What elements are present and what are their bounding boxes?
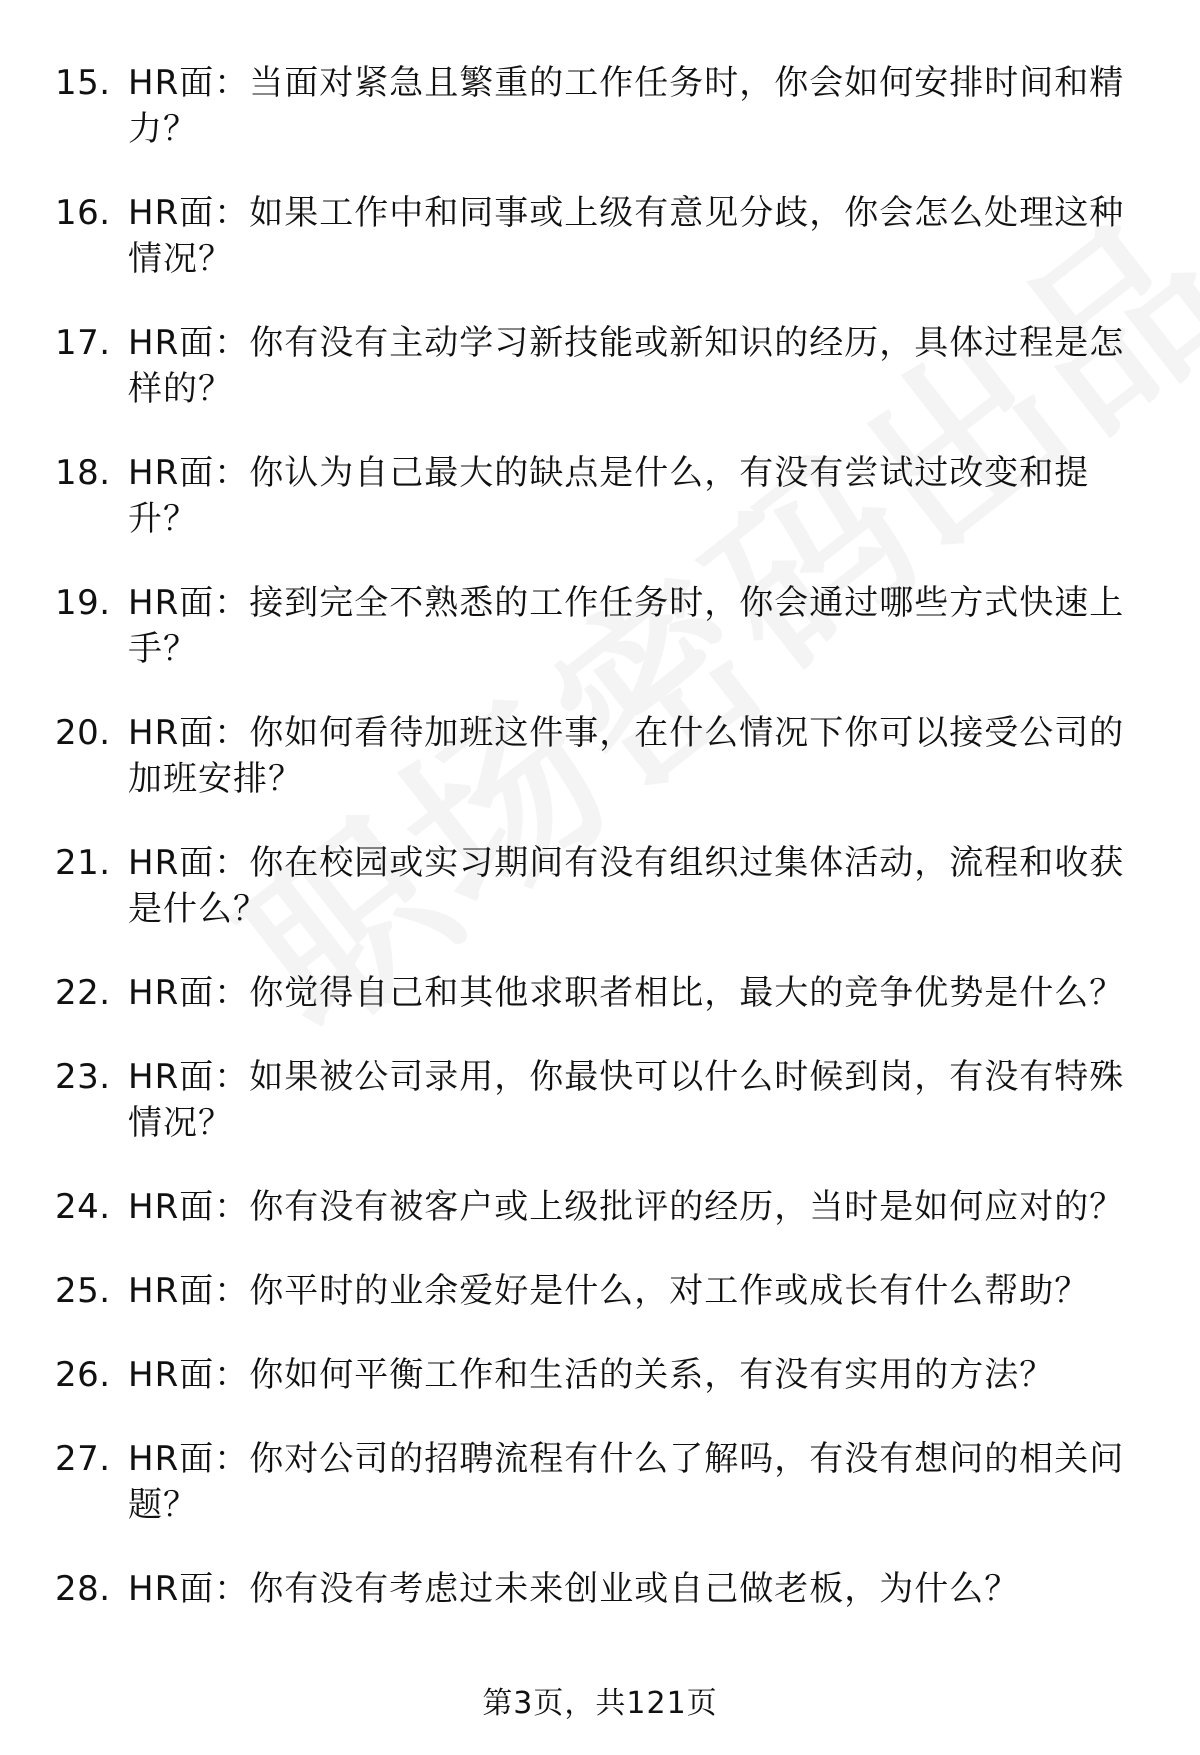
question-number: 15. xyxy=(55,63,111,103)
question-text: HR面：你平时的业余爱好是什么，对工作或成长有什么帮助？ xyxy=(128,1271,1090,1311)
question-item xyxy=(0,580,1200,672)
question-item xyxy=(0,190,1200,282)
question-number: 20. xyxy=(55,713,111,753)
question-number: 25. xyxy=(55,1271,111,1311)
question-item xyxy=(0,710,1200,802)
question-item xyxy=(0,450,1200,542)
question-item xyxy=(0,1436,1200,1528)
question-text: HR面：你有没有被客户或上级批评的经历，当时是如何应对的？ xyxy=(128,1187,1125,1227)
page-footer: 第3页，共121页 xyxy=(482,1686,718,1721)
question-number: 19. xyxy=(55,583,111,623)
question-item xyxy=(0,1268,1200,1314)
question-number: 17. xyxy=(55,323,111,363)
question-number: 27. xyxy=(55,1439,111,1479)
question-item xyxy=(0,1566,1200,1612)
question-text: HR面：如果被公司录用，你最快可以什么时候到岗，有没有特殊情况？ xyxy=(128,1057,1125,1143)
question-item xyxy=(0,320,1200,412)
question-number: 23. xyxy=(55,1057,111,1097)
question-text: HR面：你如何平衡工作和生活的关系，有没有实用的方法？ xyxy=(128,1355,1055,1395)
question-item xyxy=(0,1054,1200,1146)
question-list xyxy=(0,60,1200,1650)
question-item xyxy=(0,60,1200,152)
question-number: 16. xyxy=(55,193,111,233)
question-number: 26. xyxy=(55,1355,111,1395)
question-number: 28. xyxy=(55,1569,111,1609)
question-text: HR面：你有没有主动学习新技能或新知识的经历，具体过程是怎样的？ xyxy=(128,323,1125,409)
question-item xyxy=(0,1352,1200,1398)
question-text: HR面：你如何看待加班这件事，在什么情况下你可以接受公司的加班安排？ xyxy=(128,713,1125,799)
question-text: HR面：你在校园或实习期间有没有组织过集体活动，流程和收获是什么？ xyxy=(128,843,1125,929)
question-number: 21. xyxy=(55,843,111,883)
question-text: HR面：接到完全不熟悉的工作任务时，你会通过哪些方式快速上手？ xyxy=(128,583,1125,669)
question-number: 22. xyxy=(55,973,111,1013)
question-text: HR面：你有没有考虑过未来创业或自己做老板，为什么？ xyxy=(128,1569,1020,1609)
question-item xyxy=(0,970,1200,1016)
question-text: HR面：如果工作中和同事或上级有意见分歧，你会怎么处理这种情况？ xyxy=(128,193,1125,279)
question-number: 24. xyxy=(55,1187,111,1227)
question-item xyxy=(0,840,1200,932)
question-item xyxy=(0,1184,1200,1230)
question-number: 18. xyxy=(55,453,111,493)
question-text: HR面：你觉得自己和其他求职者相比，最大的竞争优势是什么？ xyxy=(128,973,1125,1013)
question-text: HR面：你认为自己最大的缺点是什么，有没有尝试过改变和提升？ xyxy=(128,453,1090,539)
question-text: HR面：当面对紧急且繁重的工作任务时，你会如何安排时间和精力？ xyxy=(128,63,1125,149)
question-text: HR面：你对公司的招聘流程有什么了解吗，有没有想问的相关问题？ xyxy=(128,1439,1125,1525)
